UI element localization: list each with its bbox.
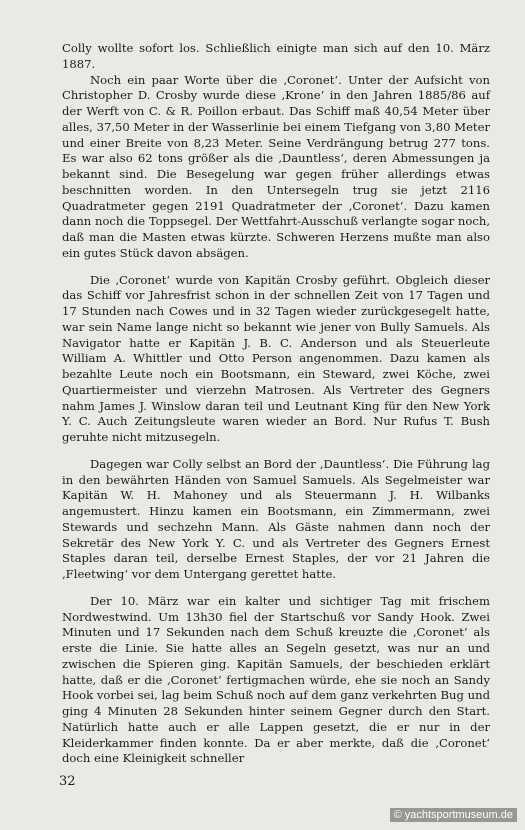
- body-text: [62, 41, 490, 767]
- paragraph-5: Der 10. März war ein kalter und sichtiger Tag mit frischem Nordwestwind. Um 13h30 fiel der Startschuß vor Sandy Hook. Zwei Minuten und 17 Sekunden nach dem Schuß kreuzte die ‚Coronet‘ als erste die Linie. Sie hatte alles an Segeln gesetzt, was nur an und zwischen die Spieren ging. Kapitän Samuels, der beschieden erklärt hatte, daß er die ‚Coronet‘ fertigmachen würde, ehe sie noch an Sandy Hook vorbei sei, lag beim Schuß noch auf dem ganz verkehrten Bug und ging 4 Minuten 28 Sekunden hinter seinem Gegner durch den Start. Natürlich hatte auch er alle Lappen gesetzt, die er nur in der Kleiderkammer finden konnte. Da er aber merkte, daß die ‚Coronet‘ doch eine Kleinigkeit schneller: [62, 593, 490, 766]
- paragraph-2: Noch ein paar Worte über die ‚Coronet‘. Unter der Aufsicht von Christopher D. Crosby wurde diese ‚Krone‘ in den Jahren 1885/86 auf der Werft von C. & R. Poillon erbaut. Das Schiff maß 40,54 Meter über alles, 37,50 Meter in der Wasserlinie bei einem Tiefgang von 3,80 Meter und einer Breite von 8,23 Meter. Seine Verdrängung betrug 277 tons. Es war also 62 tons größer als die ‚Dauntless‘, deren Abmessungen ja bekannt sind. Die Besegelung war gegen früher allerdings etwas beschnitten worden. In den Untersegeln trug sie jetzt 2116 Quadratmeter gegen 2191 Quadratmeter der ‚Coronet‘. Dazu kamen dann noch die Toppsegel. Der Wettfahrt-Ausschuß verlangte sogar noch, daß man die Masten etwas kürzte. Schweren Herzens mußte man also ein gutes Stück davon absägen.: [62, 72, 490, 260]
- copyright-watermark: © yachtsportmuseum.de: [390, 808, 517, 822]
- page-number: 32: [59, 774, 76, 789]
- paragraph-4: Dagegen war Colly selbst an Bord der ‚Dauntless‘. Die Führung lag in den bewährten Händen von Samuel Samuels. Als Segelmeister war Kapitän W. H. Mahoney und als Steuermann J. H. Wilbanks angemustert. Hinzu kamen ein Bootsmann, ein Zimmermann, zwei Stewards und sechzehn Mann. Als Gäste nahmen dann noch der Sekretär des New York Y. C. und als Vertreter des Gegners Ernest Staples daran teil, derselbe Ernest Staples, der vor 21 Jahren die ‚Fleetwing‘ vor dem Untergang gerettet hatte.: [62, 456, 490, 581]
- paragraph-1: Colly wollte sofort los. Schließlich einigte man sich auf den 10. März 1887.: [62, 41, 490, 71]
- paragraph-3: Die ‚Coronet‘ wurde von Kapitän Crosby geführt. Obgleich dieser das Schiff vor Jahresfrist schon in der schnellen Zeit von 17 Tagen und 17 Stunden nach Cowes und in 32 Tagen wieder zurückgesegelt hatte, war sein Name lange nicht so bekannt wie jener von Bully Samuels. Als Navigator hatte er Kapitän J. B. C. Anderson und als Steuerleute William A. Whittler und Otto Person angenommen. Dazu kamen als bezahlte Leute noch ein Bootsmann, ein Steward, zwei Köche, zwei Quartiermeister und vierzehn Matrosen. Als Vertreter des Gegners nahm James J. Winslow daran teil und Leutnant King für den New York Y. C. Auch Zeitungsleute waren wieder an Bord. Nur Rufus T. Bush geruhte nicht mitzusegeln.: [62, 272, 490, 444]
